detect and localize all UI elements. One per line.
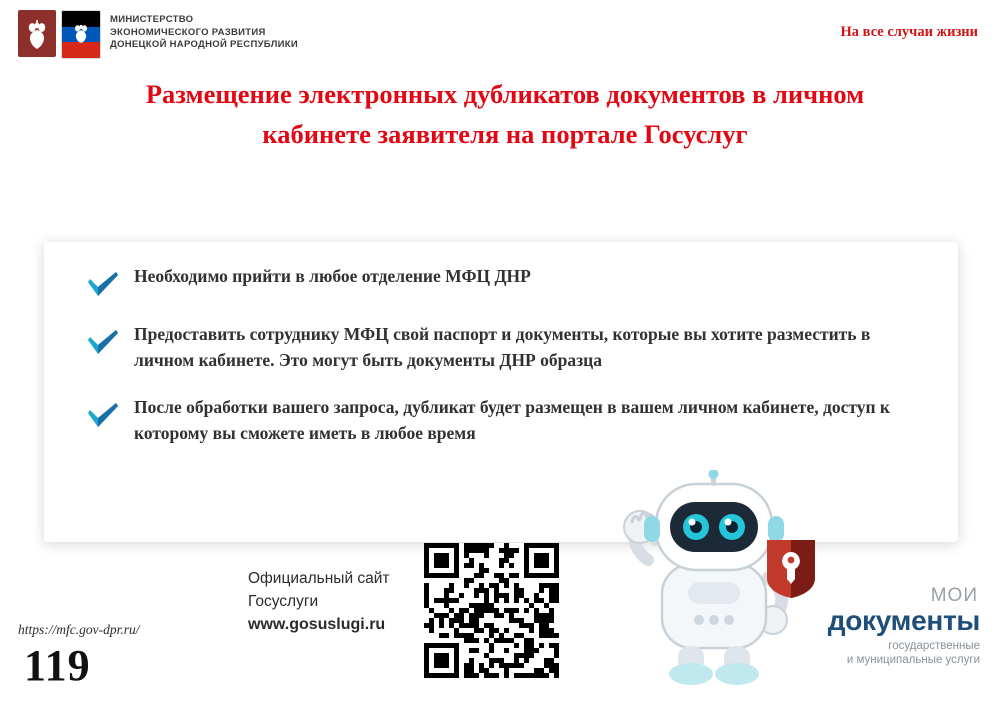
list-item-text: Предоставить сотруднику МФЦ свой паспорт и документы, которые вы хотите разместить в личном кабинете. Это могут быть документы ДНР образца xyxy=(134,324,871,370)
coat-of-arms-icon xyxy=(18,10,56,57)
page-source-url: https://mfc.gov-dpr.ru/ xyxy=(18,622,140,637)
ministry-branding xyxy=(18,10,298,59)
check-mark-icon xyxy=(86,270,120,300)
list-item xyxy=(44,395,958,446)
official-site-label-line-1: Официальный сайт xyxy=(248,570,390,587)
check-mark-icon xyxy=(86,401,120,431)
qr-code-icon[interactable] xyxy=(424,543,559,678)
list-item xyxy=(44,322,958,373)
list-item xyxy=(44,264,958,300)
page-header xyxy=(0,0,1000,62)
mfc-moi-text: МОИ xyxy=(930,585,978,606)
ministry-line-2: ЭКОНОМИЧЕСКОГО РАЗВИТИЯ xyxy=(110,26,266,38)
official-site-block xyxy=(248,567,390,636)
list-item-text: После обработки вашего запроса, дубликат будет размещен в вашем личном кабинете, доступ к которому вы сможете иметь в любое время xyxy=(134,397,890,443)
gosuslugi-url[interactable]: www.gosuslugi.ru xyxy=(248,616,386,633)
ministry-line-3: ДОНЕЦКОЙ НАРОДНОЙ РЕСПУБЛИКИ xyxy=(110,39,299,50)
ministry-name xyxy=(110,10,298,52)
mfc-key-mark-icon xyxy=(765,538,817,605)
page-title: Размещение электронных дубликатов документов в личном кабинете заявителя на портале Госуслуг xyxy=(145,79,865,149)
slogan-text: На все случаи жизни xyxy=(840,24,978,40)
mfc-subtitle-line-2: и муниципальные услуги xyxy=(846,654,980,666)
mfc-documenty-text: документы xyxy=(827,605,980,636)
mfc-logo xyxy=(765,530,980,667)
mfc-subtitle xyxy=(765,639,980,667)
check-mark-icon xyxy=(86,328,120,358)
ministry-line-1: МИНИСТЕРСТВО xyxy=(110,14,194,25)
page-number: 119 xyxy=(24,641,91,690)
official-site-label-line-2: Госуслуги xyxy=(248,593,319,610)
dnr-flag-icon xyxy=(61,10,101,59)
list-item-text: Необходимо прийти в любое отделение МФЦ ДНР xyxy=(134,266,531,286)
mfc-subtitle-line-1: государственные xyxy=(888,640,980,652)
